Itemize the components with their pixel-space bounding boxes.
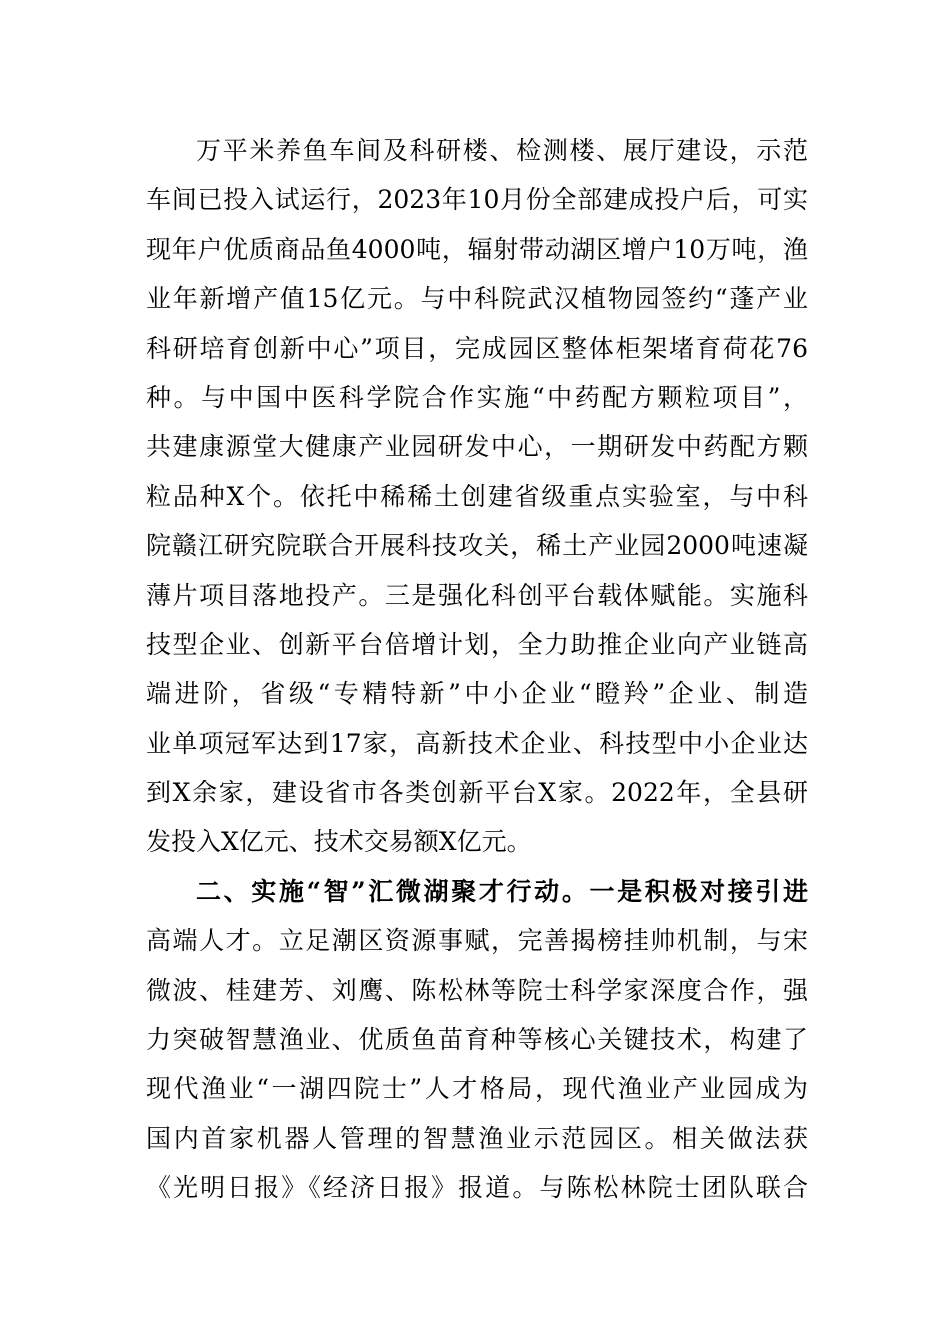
text-line: 现代渔业“一湖四院士”人才格局，现代渔业产业园成为 (146, 1074, 808, 1104)
body-text (146, 126, 808, 1213)
text-line: 微波、桂建芳、刘鹰、陈松林等院士科学家深度合作，强 (146, 975, 808, 1005)
text-line: 高端人才。立足潮区资源事赋，完善揭榜挂帅机制，与宋 (146, 926, 808, 956)
text-line: 现年户优质商品鱼4000吨，辐射带动湖区增户10万吨，渔 (146, 234, 808, 264)
text-line: 力突破智慧渔业、优质鱼苗育种等核心关键技术，构建了 (146, 1025, 808, 1055)
text-line: 业年新增产值15亿元。与中科院武汉植物园签约“蓬产业 (146, 284, 808, 314)
text-line: 车间已投入试运行，2023年10月份全部建成投户后，可实 (146, 185, 808, 215)
text-line: 种。与中国中医科学院合作实施“中药配方颗粒项目”， (146, 382, 808, 412)
text-line: 粒品种X个。依托中稀稀土创建省级重点实验室，与中科 (146, 481, 808, 511)
text-line: 技型企业、创新平台倍增计划，全力助推企业向产业链高 (146, 629, 808, 659)
text-line: 共建康源堂大健康产业园研发中心，一期研发中药配方颗 (146, 432, 808, 462)
text-line: 国内首家机器人管理的智慧渔业示范园区。相关做法获 (146, 1123, 808, 1153)
text-line: 业单项冠军达到17家，高新技术企业、科技型中小企业达 (146, 728, 808, 758)
text-line: 科研培育创新中心”项目，完成园区整体柜架堵育荷花76 (146, 333, 808, 363)
text-line: 二、实施“智”汇微湖聚才行动。一是积极对接引进 (196, 876, 808, 906)
text-line: 发投入X亿元、技术交易额X亿元。 (146, 827, 532, 857)
text-line: 万平米养鱼车间及科研楼、检测楼、展厅建设，示范 (196, 136, 808, 165)
text-line: 薄片项目落地投产。三是强化科创平台载体赋能。实施科 (146, 580, 808, 610)
text-line: 院赣江研究院联合开展科技攻关，稀土产业园2000吨速凝 (146, 531, 808, 561)
text-line: 《光明日报》《经济日报》报道。与陈松林院士团队联合 (146, 1173, 808, 1203)
text-line: 端进阶，省级“专精特新”中小企业“瞪羚”企业、制造 (146, 679, 808, 709)
text-line: 到X余家，建设省市各类创新平台X家。2022年，全县研 (146, 778, 808, 808)
